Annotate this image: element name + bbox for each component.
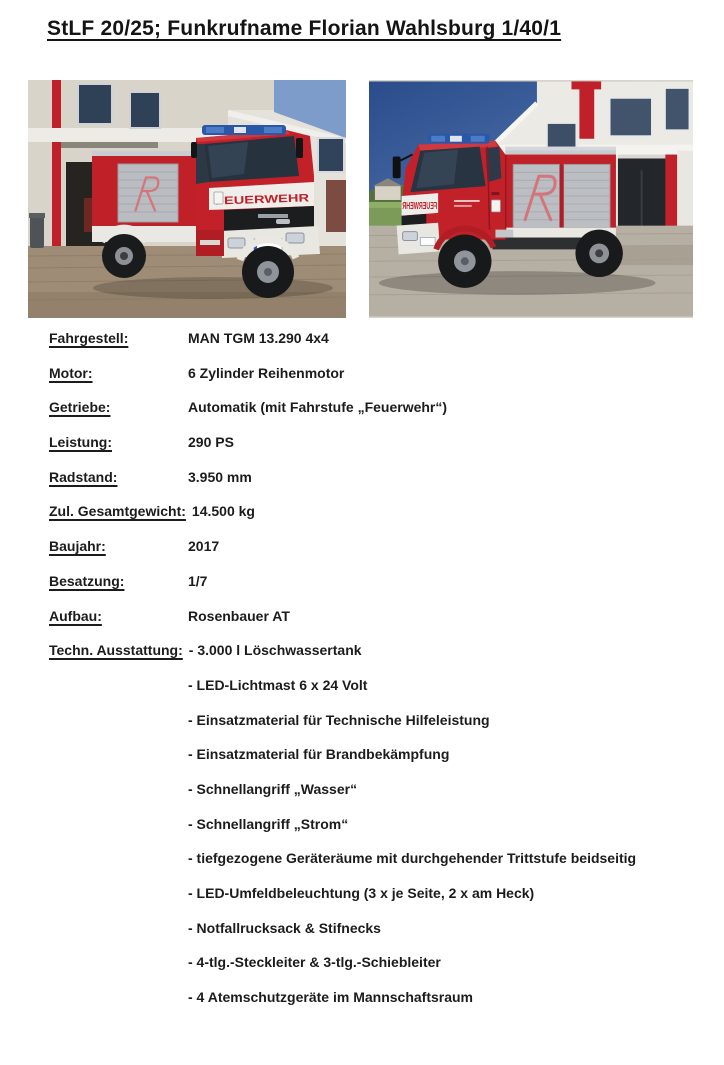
- spec-table: [49, 331, 699, 1025]
- window: [318, 138, 344, 172]
- equipment-row: [49, 713, 699, 748]
- spec-rows: [49, 331, 699, 1025]
- page-title: StLF 20/25; Funkrufname Florian Wahlsburg 1/40/1: [47, 17, 562, 40]
- spec-row: [49, 643, 699, 678]
- equipment-row: [49, 747, 699, 782]
- equipment-row: [49, 886, 699, 921]
- equipment-item: - Schnellangriff „Strom“: [188, 815, 349, 832]
- man-badge: [276, 219, 290, 224]
- equipment-item: - tiefgezogene Geräteräume mit durchgehender Trittstufe beidseitig: [188, 850, 637, 867]
- window: [609, 97, 652, 137]
- feuerwehr-lettering-mirrored: FEUERWEHR: [401, 199, 438, 212]
- window: [78, 84, 112, 124]
- spec-value: 3.950 mm: [188, 468, 252, 485]
- spec-value: MAN TGM 13.290 4x4: [188, 330, 329, 346]
- door-emblem: [214, 192, 223, 204]
- window: [130, 92, 160, 128]
- headlight: [286, 233, 304, 243]
- equipment-row: [49, 817, 699, 852]
- spec-row: [49, 366, 699, 401]
- trash-bin: [30, 216, 44, 248]
- equipment-item: - Schnellangriff „Wasser“: [188, 780, 358, 797]
- spec-row: [49, 331, 699, 366]
- photo-truck-front-view: [28, 80, 346, 318]
- spec-value: 1/7: [188, 572, 208, 589]
- equipment-row: [49, 921, 699, 956]
- spec-row: [49, 435, 699, 470]
- spec-value: - 3.000 l Löschwassertank: [188, 642, 362, 659]
- equipment-row: [49, 678, 699, 713]
- equipment-item: - Notfallrucksack & Stifnecks: [188, 919, 381, 936]
- equipment-item: - LED-Lichtmast 6 x 24 Volt: [188, 676, 368, 693]
- spec-value: 14.500 kg: [191, 503, 255, 520]
- headlight: [228, 238, 245, 248]
- spec-value: 6 Zylinder Reihenmotor: [188, 364, 345, 381]
- spec-value: Rosenbauer AT: [188, 607, 290, 624]
- spec-label: Fahrgestell:: [49, 330, 129, 346]
- spec-label: Getriebe:: [49, 399, 111, 416]
- spec-row: [49, 504, 699, 539]
- door-emblem: [491, 200, 500, 212]
- spec-row: [49, 470, 699, 505]
- spec-label: Zul. Gesamtgewicht:: [49, 503, 186, 520]
- equipment-item: - 4 Atemschutzgeräte im Mannschaftsraum: [188, 989, 473, 1006]
- equipment-item: - 4-tlg.-Steckleiter & 3-tlg.-Schiebleiter: [188, 954, 441, 971]
- photo-front-scene: [28, 80, 346, 318]
- spec-label: Motor:: [49, 364, 93, 381]
- spec-value: Automatik (mit Fahrstufe „Feuerwehr“): [188, 399, 448, 416]
- feuerwehr-lettering: FEUERWEHR: [214, 193, 286, 208]
- equipment-row: [49, 955, 699, 990]
- spec-label: Aufbau:: [49, 607, 102, 624]
- spec-row: [49, 574, 699, 609]
- spec-row: [49, 539, 699, 574]
- spec-value: 2017: [188, 538, 220, 555]
- equipment-row: [49, 990, 699, 1025]
- license-plate: [420, 238, 435, 246]
- spec-label: Leistung:: [49, 434, 112, 451]
- photo-row: [28, 80, 693, 318]
- red-pillar: [52, 80, 61, 128]
- equipment-row: [49, 851, 699, 886]
- equipment-item: - Einsatzmaterial für Brandbekämpfung: [188, 746, 450, 763]
- headlight: [403, 232, 418, 241]
- red-pillar: [579, 81, 594, 138]
- spec-label: Radstand:: [49, 468, 118, 485]
- spec-label: Besatzung:: [49, 572, 125, 589]
- mirror: [393, 157, 401, 179]
- spec-label: Baujahr:: [49, 538, 106, 555]
- spec-label: Techn. Ausstattung:: [49, 642, 183, 659]
- equipment-row: [49, 782, 699, 817]
- garage-door: [326, 180, 346, 232]
- window: [664, 87, 690, 130]
- equipment-item: - LED-Umfeldbeleuchtung (3 x je Seite, 2 x am Heck): [188, 885, 535, 901]
- mirror: [296, 138, 303, 158]
- spec-value: 290 PS: [188, 434, 234, 451]
- photo-truck-side-view: [369, 80, 693, 318]
- photo-side-scene: [369, 80, 693, 318]
- equipment-item: - Einsatzmaterial für Technische Hilfeleistung: [188, 711, 490, 728]
- spec-row: [49, 400, 699, 435]
- spec-row: [49, 609, 699, 644]
- window: [547, 123, 577, 148]
